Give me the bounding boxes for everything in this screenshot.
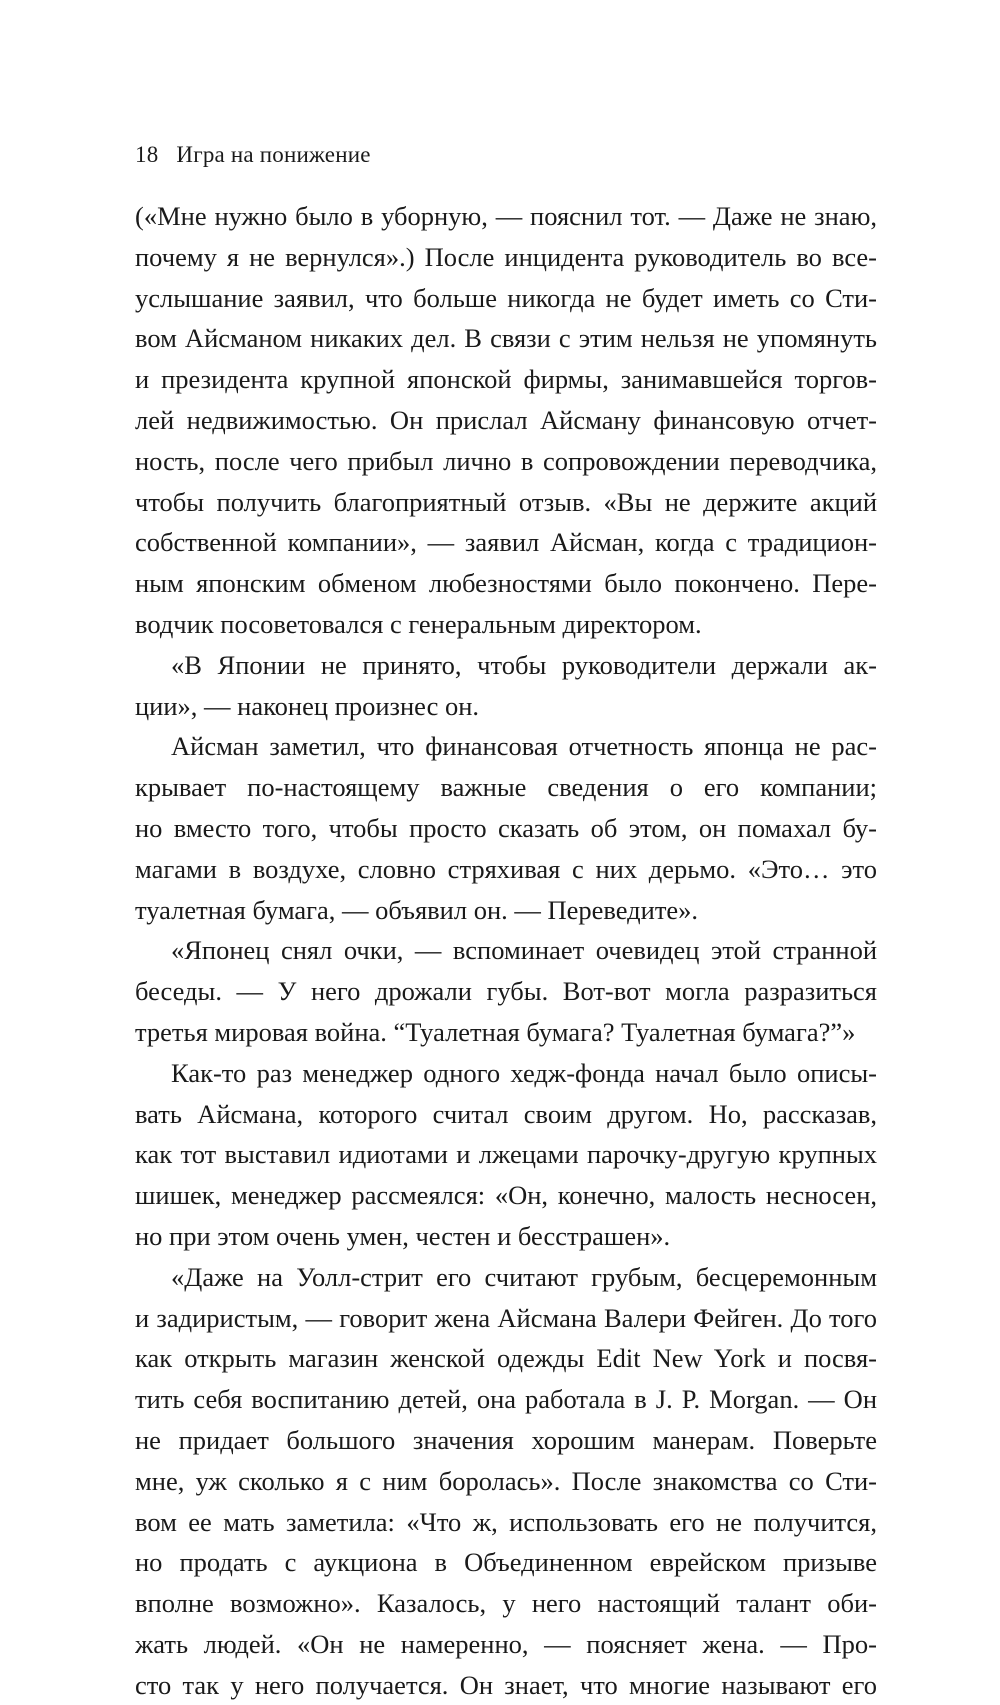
text-line: сто так у него получается. Он знает, что многие называют его [135,1669,877,1700]
text-line: «Японец снял очки, — вспоминает очевидец этой странной [171,935,877,966]
text-line: тить себя воспитанию детей, она работала в J. P. Morgan. — Он [135,1384,877,1415]
text-line: но продать с аукциона в Объединенном еврейском призыве [135,1547,877,1578]
text-line: вом ее мать заметила: «Что ж, использовать его не получится, [135,1506,877,1537]
text-line: третья мировая война. “Туалетная бумага? Туалетная бумага?”» [135,1016,856,1047]
text-line: мне, уж сколько я с ним боролась». После знакомства со Сти- [135,1465,877,1496]
text-line: жать людей. «Он не намеренно, — поясняет жена. — Про- [135,1628,877,1659]
text-line: вполне возможно». Казалось, у него настоящий талант оби- [135,1588,877,1619]
text-line: но вместо того, чтобы просто сказать об этом, он помахал бу- [135,812,877,843]
text-line: («Мне нужно было в уборную, — пояснил тот. — Даже не знаю, [135,201,877,231]
text-line: крывает по-настоящему важные сведения о его компании; [135,772,877,803]
text-line: почему я не вернулся».) После инцидента руководитель во все- [135,241,877,272]
text-line: и президента крупной японской фирмы, занимавшейся торгов- [135,364,877,395]
text-line: «В Японии не принято, чтобы руководители держали ак- [171,649,877,680]
page-number: 18 [135,142,159,167]
text-line: Айсман заметил, что финансовая отчетность японца не рас- [171,731,877,762]
text-line: вать Айсмана, которого считал своим другом. Но, рассказав, [135,1098,877,1129]
text-line: шишек, менеджер рассмеялся: «Он, конечно, малость несносен, [135,1180,877,1211]
text-line: туалетная бумага, — объявил он. — Переведите». [135,894,699,925]
text-line: магами в воздухе, словно стряхивая с них дерьмо. «Это… это [135,853,877,884]
running-head [135,141,371,169]
text-line: не придает большого значения хорошим манерам. Поверьте [135,1424,877,1455]
text-line: Как-то раз менеджер одного хедж-фонда начал было описы- [171,1057,877,1088]
text-line: чтобы получить благоприятный отзыв. «Вы не держите акций [135,486,877,517]
body-text [135,196,877,1705]
text-line: вом Айсманом никаких дел. В связи с этим нельзя не упомянуть [135,323,877,354]
text-line: водчик посоветовался с генеральным директором. [135,608,702,639]
text-line: беседы. — У него дрожали губы. Вот-вот могла разразиться [135,976,877,1007]
text-line: но при этом очень умен, честен и бесстрашен». [135,1220,671,1251]
running-title: Игра на понижение [176,142,371,167]
text-line: ции», — наконец произнес он. [135,690,480,721]
text-line: как тот выставил идиотами и лжецами парочку-другую крупных [135,1139,877,1170]
text-line: ность, после чего прибыл лично в сопровождении переводчика, [135,445,877,476]
text-line: «Даже на Уолл-стрит его считают грубым, бесцеремонным [171,1261,877,1292]
text-line: как открыть магазин женской одежды Edit New York и посвя- [135,1343,877,1374]
text-line: лей недвижимостью. Он прислал Айсману финансовую отчет- [135,404,877,435]
text-line: услышание заявил, что больше никогда не будет иметь со Сти- [135,282,877,313]
text-line: и задиристым, — говорит жена Айсмана Валери Фейген. До того [135,1302,877,1333]
text-line: собственной компании», — заявил Айсман, когда с традицион- [135,527,877,558]
text-line: ным японским обменом любезностями было покончено. Пере- [135,568,877,599]
